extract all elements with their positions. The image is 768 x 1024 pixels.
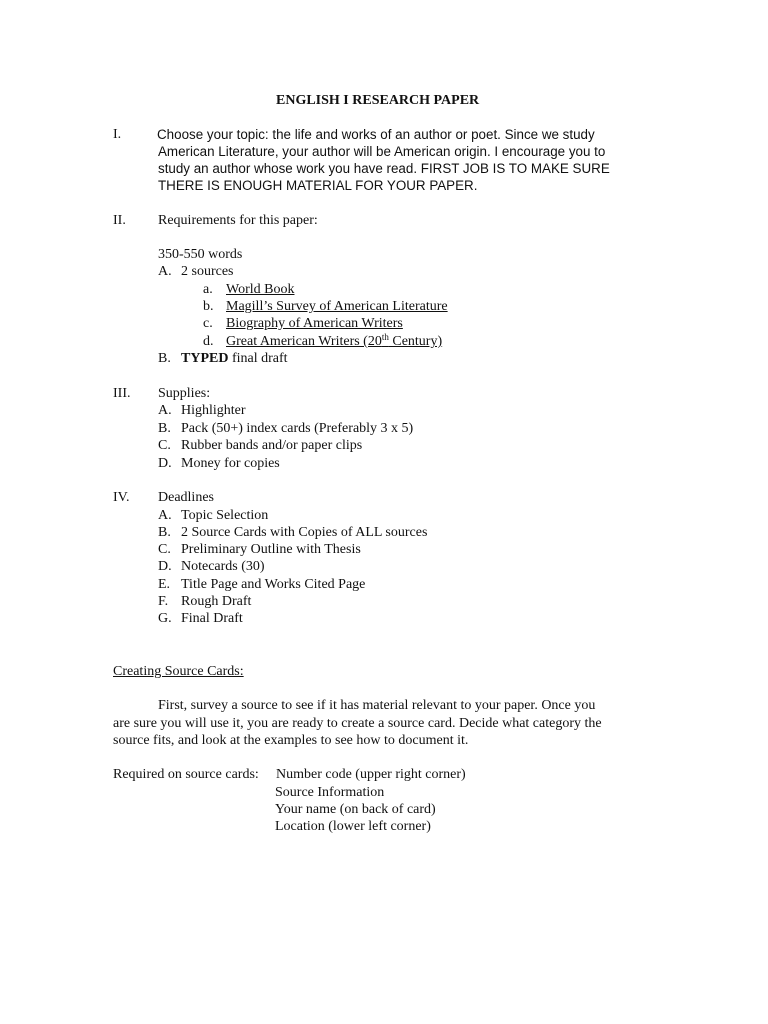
section-1-line-2: American Literature, your author will be American origin. I encourage you to xyxy=(158,144,606,159)
source-d-title-end: Century) xyxy=(388,334,443,349)
deadline-c-text: Preliminary Outline with Thesis xyxy=(181,542,361,557)
source-a-letter: a. xyxy=(203,282,213,297)
supply-b-text: Pack (50+) index cards (Preferably 3 x 5) xyxy=(181,421,414,436)
deadline-a-text: Topic Selection xyxy=(181,508,269,523)
section-4-heading: Deadlines xyxy=(158,490,214,505)
source-cards-paragraph-line-1: First, survey a source to see if it has material relevant to your paper. Once you xyxy=(158,698,596,713)
deadline-e-letter: E. xyxy=(158,577,171,592)
section-1-line-4: THERE IS ENOUGH MATERIAL FOR YOUR PAPER. xyxy=(158,178,478,193)
source-cards-paragraph-line-2: are sure you will use it, you are ready to create a source card. Decide what category the xyxy=(113,716,602,731)
deadline-f-letter: F. xyxy=(158,594,169,609)
deadline-e-text: Title Page and Works Cited Page xyxy=(181,577,366,592)
deadline-b-text: 2 Source Cards with Copies of ALL sources xyxy=(181,525,428,540)
requirement-b-text xyxy=(181,350,288,367)
source-b-title: Magill’s Survey of American Literature xyxy=(226,299,448,314)
supply-c-letter: C. xyxy=(158,438,171,453)
requirement-b-letter: B. xyxy=(158,351,171,366)
source-d-letter: d. xyxy=(203,334,214,349)
deadline-d-letter: D. xyxy=(158,559,172,574)
section-1-line-3: study an author whose work you have read. FIRST JOB IS TO MAKE SURE xyxy=(158,161,610,176)
section-3-numeral: III. xyxy=(113,386,131,401)
supply-d-letter: D. xyxy=(158,456,172,471)
typed-emphasis: TYPED xyxy=(181,351,229,366)
source-cards-heading: Creating Source Cards: xyxy=(113,664,244,679)
required-item-source-info: Source Information xyxy=(275,785,385,800)
required-on-cards-label: Required on source cards: xyxy=(113,767,259,782)
source-cards-paragraph-line-3: source fits, and look at the examples to see how to document it. xyxy=(113,733,469,748)
source-d-title-superscript: th xyxy=(381,332,389,342)
requirement-a-letter: A. xyxy=(158,264,172,279)
source-b-letter: b. xyxy=(203,299,214,314)
section-4-numeral: IV. xyxy=(113,490,130,505)
source-d-title-start: Great American Writers (20 xyxy=(226,334,382,349)
deadline-b-letter: B. xyxy=(158,525,171,540)
supply-c-text: Rubber bands and/or paper clips xyxy=(181,438,363,453)
source-c-letter: c. xyxy=(203,316,213,331)
supply-b-letter: B. xyxy=(158,421,171,436)
source-d-title xyxy=(226,333,442,350)
deadline-f-text: Rough Draft xyxy=(181,594,252,609)
supply-d-text: Money for copies xyxy=(181,456,280,471)
required-item-location: Location (lower left corner) xyxy=(275,819,431,834)
section-2-numeral: II. xyxy=(113,213,126,228)
deadline-c-letter: C. xyxy=(158,542,171,557)
required-item-number-code: Number code (upper right corner) xyxy=(276,767,466,782)
section-1-numeral: I. xyxy=(113,127,122,142)
supply-a-letter: A. xyxy=(158,403,172,418)
section-2-heading: Requirements for this paper: xyxy=(158,213,318,228)
section-1-line-1: Choose your topic: the life and works of an author or poet. Since we study xyxy=(157,127,595,142)
deadline-g-text: Final Draft xyxy=(181,611,243,626)
deadline-d-text: Notecards (30) xyxy=(181,559,265,574)
required-item-your-name: Your name (on back of card) xyxy=(275,802,436,817)
source-a-title: World Book xyxy=(226,282,295,297)
source-c-title: Biography of American Writers xyxy=(226,316,403,331)
deadline-g-letter: G. xyxy=(158,611,172,626)
requirement-b-rest: final draft xyxy=(228,351,288,366)
supply-a-text: Highlighter xyxy=(181,403,246,418)
section-3-heading: Supplies: xyxy=(158,386,211,401)
word-count-requirement: 350-550 words xyxy=(158,247,243,262)
deadline-a-letter: A. xyxy=(158,508,172,523)
document-title: ENGLISH I RESEARCH PAPER xyxy=(276,93,480,108)
requirement-a-text: 2 sources xyxy=(181,264,234,279)
